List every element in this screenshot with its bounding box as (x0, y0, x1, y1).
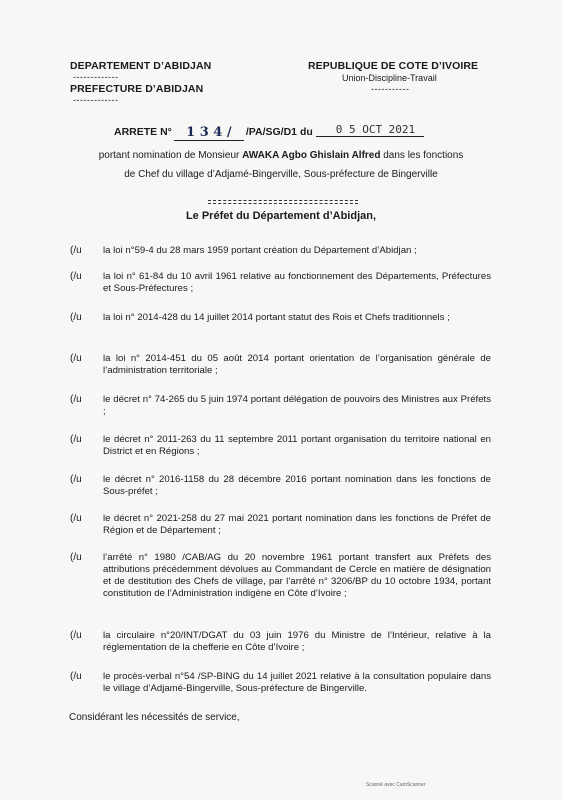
arrete-number: 1 3 4 / (174, 125, 244, 141)
arrete-number-line (114, 124, 424, 140)
visa-text: le procès-verbal n°54 /SP-BING du 14 juillet 2021 relative à la consultation populaire dans le village d’Adjamé-Bingerville, Sous-préfecture de Bingerville. (103, 671, 491, 694)
visa-mark: (/u (70, 552, 82, 563)
arrete-suffix: /PA/SG/D1 du (245, 126, 313, 138)
considerant-text: Considérant les nécessités de service, (69, 712, 240, 723)
appointee-name: AWAKA Agbo Ghislain Alfred (242, 150, 381, 161)
separator-line (208, 203, 358, 204)
visa-mark: (/u (70, 394, 82, 405)
visa-text: la loi n° 61-84 du 10 avril 1961 relative au fonctionnement des Départements, Préfectures et Sous-Préfectures ; (103, 271, 491, 294)
republic-heading: REPUBLIQUE DE COTE D’IVOIRE (308, 60, 479, 72)
visa-mark: (/u (70, 353, 82, 364)
arrete-prefix: ARRETE N° (114, 126, 172, 138)
visa-text: la circulaire n°20/INT/DGAT du 03 juin 1976 du Ministre de l’Intérieur, relative à la réglementation de la chefferie en Côte d’Ivoire ; (103, 630, 491, 653)
header-separator: ----------- (371, 84, 410, 94)
scanner-watermark: Scanné avec CamScanner (366, 782, 426, 788)
date-stamp: 0 5 OCT 2021 (316, 123, 424, 137)
visa-mark: (/u (70, 474, 82, 485)
header-separator: ------------- (73, 95, 119, 105)
separator-line (208, 200, 358, 201)
subject-line-1 (0, 150, 562, 161)
header-separator: ------------- (73, 72, 119, 82)
visa-mark: (/u (70, 671, 82, 682)
visa-text: l’arrêté n° 1980 /CAB/AG du 20 novembre 1961 portant transfert aux Préfets des attributions précédemment dévolues au Commandant de Cercle en matière de désignation et de destitution des Chefs de village, par l’arrêté n° 3206/BP du 10 octobre 1934, portant constitution de l’Administration indigène en Côte d’Ivoire ; (103, 552, 491, 599)
subject-text: portant nomination de Monsieur (98, 150, 243, 161)
department-heading: DEPARTEMENT D’ABIDJAN (70, 60, 212, 72)
visa-text: la loi n° 2014-451 du 05 août 2014 portant orientation de l’organisation générale de l’administration territoriale ; (103, 353, 491, 376)
subject-text: dans les fonctions (380, 150, 464, 161)
visa-mark: (/u (70, 312, 82, 323)
visa-text: le décret n° 2016-1158 du 28 décembre 2016 portant nomination dans les fonctions de Sous-préfet ; (103, 474, 491, 497)
visa-text: le décret n° 74-265 du 5 juin 1974 portant délégation de pouvoirs des Ministres aux Préfets ; (103, 394, 491, 417)
visa-mark: (/u (70, 245, 82, 256)
prefecture-heading: PREFECTURE D’ABIDJAN (70, 83, 204, 95)
visa-mark: (/u (70, 434, 82, 445)
prefet-title: Le Préfet du Département d’Abidjan, (185, 210, 377, 222)
visa-text: la loi n° 2014-428 du 14 juillet 2014 portant statut des Rois et Chefs traditionnels ; (103, 312, 450, 323)
visa-mark: (/u (70, 513, 82, 524)
visa-mark: (/u (70, 271, 82, 282)
visa-mark: (/u (70, 630, 82, 641)
visa-text: le décret n° 2021-258 du 27 mai 2021 portant nomination dans les fonctions de Préfet de Région et de Département ; (103, 513, 491, 536)
visa-text: la loi n°59-4 du 28 mars 1959 portant création du Département d’Abidjan ; (103, 245, 417, 256)
visa-text: le décret n° 2011-263 du 11 septembre 2011 portant organisation du territoire national en District et en Régions ; (103, 434, 491, 457)
motto: Union-Discipline-Travail (342, 73, 437, 83)
subject-line-2: de Chef du village d’Adjamé-Bingerville, Sous-préfecture de Bingerville (124, 169, 438, 180)
